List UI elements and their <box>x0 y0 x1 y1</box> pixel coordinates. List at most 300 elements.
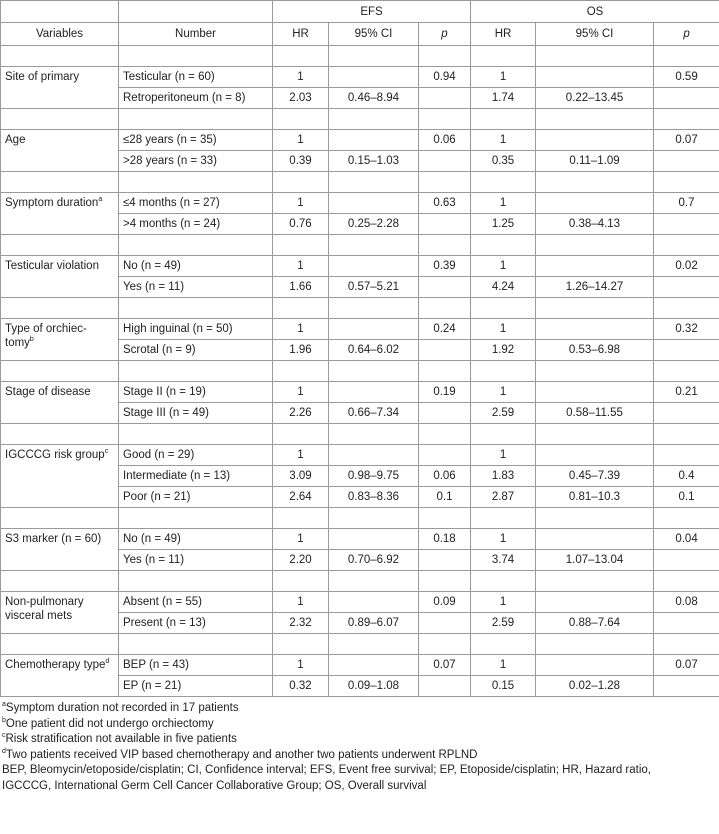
variable-label: Chemotherapy type <box>5 659 106 671</box>
efs-p-cell: 0.06 <box>419 130 471 151</box>
spacer-row <box>1 235 719 256</box>
os-hr-cell: 1.25 <box>471 214 536 235</box>
footnote-marker: d <box>2 747 6 755</box>
os-p-cell <box>654 214 719 235</box>
spacer-cell <box>419 571 471 592</box>
efs-p-cell: 0.39 <box>419 256 471 277</box>
spacer-cell <box>536 424 654 445</box>
spacer-cell <box>1 46 119 67</box>
spacer-cell <box>654 508 719 529</box>
os-p-cell <box>654 550 719 571</box>
spacer-cell <box>654 235 719 256</box>
variable-cell <box>1 529 119 571</box>
spacer-cell <box>329 109 419 130</box>
spacer-cell <box>1 172 119 193</box>
spacer-cell <box>273 46 329 67</box>
efs-ci-cell: 0.64–6.02 <box>329 340 419 361</box>
os-ci-cell: 1.07–13.04 <box>536 550 654 571</box>
efs-hr-cell: 0.39 <box>273 151 329 172</box>
os-p-cell: 0.1 <box>654 487 719 508</box>
os-p-cell <box>654 676 719 697</box>
os-hr-cell: 1 <box>471 592 536 613</box>
variable-cell <box>1 319 119 361</box>
spacer-cell <box>1 424 119 445</box>
os-hr-cell: 2.59 <box>471 613 536 634</box>
variable-cell <box>1 193 119 235</box>
efs-ci-cell: 0.46–8.94 <box>329 88 419 109</box>
spacer-cell <box>329 298 419 319</box>
footnote-text: IGCCCG, International Germ Cell Cancer Collaborative Group; OS, Overall survival <box>2 779 427 792</box>
efs-ci-cell: 0.57–5.21 <box>329 277 419 298</box>
number-cell: Yes (n = 11) <box>119 550 273 571</box>
efs-hr-cell: 1 <box>273 529 329 550</box>
spacer-cell <box>471 508 536 529</box>
os-p-cell: 0.02 <box>654 256 719 277</box>
os-ci-cell <box>536 529 654 550</box>
os-p-cell <box>654 613 719 634</box>
spacer-cell <box>1 634 119 655</box>
spacer-cell <box>536 109 654 130</box>
header-blank <box>119 1 273 23</box>
efs-p-cell: 0.18 <box>419 529 471 550</box>
os-hr-cell: 1 <box>471 319 536 340</box>
number-cell: Intermediate (n = 13) <box>119 466 273 487</box>
spacer-cell <box>419 508 471 529</box>
efs-hr-cell: 1 <box>273 655 329 676</box>
os-p-cell <box>654 445 719 466</box>
efs-hr-cell: 1 <box>273 256 329 277</box>
efs-ci-cell: 0.09–1.08 <box>329 676 419 697</box>
os-p-cell: 0.7 <box>654 193 719 214</box>
os-p-cell <box>654 277 719 298</box>
footnote-marker: b <box>2 716 6 724</box>
spacer-cell <box>471 298 536 319</box>
header-efs: EFS <box>273 1 471 23</box>
number-cell: Good (n = 29) <box>119 445 273 466</box>
spacer-cell <box>329 361 419 382</box>
spacer-cell <box>1 508 119 529</box>
efs-hr-cell: 3.09 <box>273 466 329 487</box>
efs-hr-cell: 1.66 <box>273 277 329 298</box>
number-cell: No (n = 49) <box>119 529 273 550</box>
efs-hr-cell: 2.26 <box>273 403 329 424</box>
number-cell: Yes (n = 11) <box>119 277 273 298</box>
efs-ci-cell: 0.66–7.34 <box>329 403 419 424</box>
os-ci-cell <box>536 445 654 466</box>
os-ci-cell <box>536 655 654 676</box>
number-cell: EP (n = 21) <box>119 676 273 697</box>
efs-p-cell <box>419 88 471 109</box>
variable-label: S3 marker (n = 60) <box>5 533 102 545</box>
number-cell: ≤4 months (n = 27) <box>119 193 273 214</box>
footnote <box>2 717 717 733</box>
spacer-cell <box>1 361 119 382</box>
spacer-cell <box>119 46 273 67</box>
spacer-row <box>1 361 719 382</box>
header-os: OS <box>471 1 719 23</box>
spacer-cell <box>329 508 419 529</box>
number-cell: Present (n = 13) <box>119 613 273 634</box>
efs-p-cell: 0.1 <box>419 487 471 508</box>
spacer-cell <box>273 424 329 445</box>
number-cell: No (n = 49) <box>119 256 273 277</box>
spacer-cell <box>273 571 329 592</box>
spacer-cell <box>419 109 471 130</box>
os-ci-cell: 0.02–1.28 <box>536 676 654 697</box>
number-cell: Stage III (n = 49) <box>119 403 273 424</box>
spacer-cell <box>119 361 273 382</box>
header-variables: Variables <box>1 23 119 46</box>
os-hr-cell: 1 <box>471 529 536 550</box>
efs-ci-cell: 0.15–1.03 <box>329 151 419 172</box>
efs-ci-cell <box>329 193 419 214</box>
spacer-cell <box>536 298 654 319</box>
os-hr-cell: 4.24 <box>471 277 536 298</box>
spacer-cell <box>329 235 419 256</box>
footnote-text: BEP, Bleomycin/etoposide/cisplatin; CI, Confidence interval; EFS, Event free survival; EP, Etoposide/cisplatin; HR, Hazard ratio, <box>2 764 651 776</box>
efs-p-cell <box>419 613 471 634</box>
spacer-cell <box>419 298 471 319</box>
efs-p-cell: 0.19 <box>419 382 471 403</box>
os-p-cell: 0.4 <box>654 466 719 487</box>
spacer-cell <box>536 235 654 256</box>
spacer-cell <box>654 298 719 319</box>
footnote-marker: d <box>105 658 110 666</box>
spacer-cell <box>1 235 119 256</box>
spacer-cell <box>654 424 719 445</box>
spacer-cell <box>329 172 419 193</box>
spacer-cell <box>471 424 536 445</box>
efs-p-cell <box>419 403 471 424</box>
spacer-cell <box>119 172 273 193</box>
os-ci-cell: 0.38–4.13 <box>536 214 654 235</box>
spacer-cell <box>536 508 654 529</box>
efs-p-cell <box>419 277 471 298</box>
efs-ci-cell: 0.25–2.28 <box>329 214 419 235</box>
footnote-marker: c <box>104 448 109 456</box>
spacer-cell <box>273 361 329 382</box>
spacer-row <box>1 109 719 130</box>
number-cell: Poor (n = 21) <box>119 487 273 508</box>
efs-ci-cell <box>329 445 419 466</box>
spacer-cell <box>329 46 419 67</box>
efs-p-cell: 0.09 <box>419 592 471 613</box>
efs-hr-cell: 1 <box>273 130 329 151</box>
header-row-groups <box>1 1 719 23</box>
efs-p-cell: 0.24 <box>419 319 471 340</box>
spacer-cell <box>536 172 654 193</box>
footnote-marker: a <box>2 701 6 709</box>
efs-hr-cell: 1 <box>273 319 329 340</box>
os-ci-cell: 0.22–13.45 <box>536 88 654 109</box>
os-hr-cell: 0.15 <box>471 676 536 697</box>
os-hr-cell: 1 <box>471 67 536 88</box>
table-row <box>1 193 719 214</box>
footnote <box>2 701 717 717</box>
efs-ci-cell <box>329 319 419 340</box>
spacer-cell <box>273 508 329 529</box>
efs-p-cell: 0.07 <box>419 655 471 676</box>
spacer-row <box>1 571 719 592</box>
header-os-ci: 95% CI <box>536 23 654 46</box>
spacer-cell <box>119 235 273 256</box>
spacer-row <box>1 172 719 193</box>
spacer-cell <box>119 424 273 445</box>
os-p-cell <box>654 340 719 361</box>
spacer-cell <box>273 298 329 319</box>
number-cell: Stage II (n = 19) <box>119 382 273 403</box>
number-cell: Scrotal (n = 9) <box>119 340 273 361</box>
spacer-cell <box>471 361 536 382</box>
number-cell: High inguinal (n = 50) <box>119 319 273 340</box>
efs-hr-cell: 1 <box>273 445 329 466</box>
efs-hr-cell: 1 <box>273 382 329 403</box>
spacer-cell <box>471 571 536 592</box>
spacer-cell <box>419 424 471 445</box>
efs-hr-cell: 1.96 <box>273 340 329 361</box>
efs-p-cell: 0.06 <box>419 466 471 487</box>
spacer-cell <box>654 46 719 67</box>
table-row <box>1 130 719 151</box>
os-ci-cell <box>536 592 654 613</box>
efs-p-cell <box>419 340 471 361</box>
efs-ci-cell <box>329 67 419 88</box>
footnote-marker: b <box>29 336 34 344</box>
spacer-cell <box>419 46 471 67</box>
variable-cell <box>1 592 119 634</box>
os-ci-cell: 0.81–10.3 <box>536 487 654 508</box>
table-row <box>1 67 719 88</box>
efs-hr-cell: 2.20 <box>273 550 329 571</box>
header-blank <box>1 1 119 23</box>
spacer-cell <box>273 172 329 193</box>
os-ci-cell: 0.45–7.39 <box>536 466 654 487</box>
variable-cell <box>1 655 119 697</box>
efs-hr-cell: 1 <box>273 193 329 214</box>
footnote-text: Risk stratification not available in five patients <box>5 733 237 745</box>
os-p-cell: 0.32 <box>654 319 719 340</box>
efs-hr-cell: 1 <box>273 67 329 88</box>
spacer-cell <box>273 634 329 655</box>
footnote-marker: c <box>2 732 6 740</box>
number-cell: Testicular (n = 60) <box>119 67 273 88</box>
efs-ci-cell <box>329 130 419 151</box>
number-cell: ≤28 years (n = 35) <box>119 130 273 151</box>
number-cell: Retroperitoneum (n = 8) <box>119 88 273 109</box>
spacer-cell <box>654 634 719 655</box>
os-ci-cell <box>536 319 654 340</box>
os-hr-cell: 1 <box>471 130 536 151</box>
table-row <box>1 256 719 277</box>
os-hr-cell: 1 <box>471 193 536 214</box>
efs-p-cell: 0.63 <box>419 193 471 214</box>
os-p-cell: 0.07 <box>654 130 719 151</box>
spacer-cell <box>419 172 471 193</box>
spacer-cell <box>654 361 719 382</box>
number-cell: >28 years (n = 33) <box>119 151 273 172</box>
os-ci-cell <box>536 67 654 88</box>
os-hr-cell: 1.92 <box>471 340 536 361</box>
spacer-cell <box>471 172 536 193</box>
table-row <box>1 655 719 676</box>
table-row <box>1 319 719 340</box>
footnote-marker: a <box>98 196 103 204</box>
os-ci-cell <box>536 130 654 151</box>
spacer-cell <box>471 46 536 67</box>
spacer-cell <box>471 634 536 655</box>
spacer-cell <box>273 109 329 130</box>
os-hr-cell: 1.83 <box>471 466 536 487</box>
spacer-row <box>1 298 719 319</box>
header-os-hr: HR <box>471 23 536 46</box>
spacer-cell <box>536 361 654 382</box>
spacer-cell <box>654 109 719 130</box>
spacer-cell <box>119 298 273 319</box>
footnote <box>2 748 717 764</box>
number-cell: >4 months (n = 24) <box>119 214 273 235</box>
os-hr-cell: 1.74 <box>471 88 536 109</box>
spacer-cell <box>119 109 273 130</box>
efs-hr-cell: 2.64 <box>273 487 329 508</box>
spacer-cell <box>536 571 654 592</box>
os-ci-cell: 0.53–6.98 <box>536 340 654 361</box>
variable-label: Age <box>5 134 26 146</box>
variable-label: IGCCCG risk group <box>5 449 105 461</box>
efs-ci-cell: 0.70–6.92 <box>329 550 419 571</box>
os-ci-cell: 0.11–1.09 <box>536 151 654 172</box>
number-cell: BEP (n = 43) <box>119 655 273 676</box>
spacer-row <box>1 634 719 655</box>
os-hr-cell: 1 <box>471 655 536 676</box>
efs-p-cell <box>419 151 471 172</box>
spacer-cell <box>419 634 471 655</box>
os-p-cell <box>654 151 719 172</box>
os-hr-cell: 1 <box>471 445 536 466</box>
os-p-cell <box>654 403 719 424</box>
spacer-cell <box>536 634 654 655</box>
spacer-cell <box>329 634 419 655</box>
efs-p-cell <box>419 214 471 235</box>
spacer-row <box>1 508 719 529</box>
variable-cell <box>1 67 119 109</box>
os-ci-cell: 1.26–14.27 <box>536 277 654 298</box>
header-efs-hr: HR <box>273 23 329 46</box>
spacer-cell <box>1 571 119 592</box>
efs-ci-cell: 0.83–8.36 <box>329 487 419 508</box>
table-row <box>1 592 719 613</box>
table-body <box>1 46 719 697</box>
spacer-cell <box>1 298 119 319</box>
number-cell: Absent (n = 55) <box>119 592 273 613</box>
spacer-cell <box>329 424 419 445</box>
os-hr-cell: 2.87 <box>471 487 536 508</box>
os-hr-cell: 1 <box>471 256 536 277</box>
variable-label: Stage of disease <box>5 386 91 398</box>
header-efs-ci: 95% CI <box>329 23 419 46</box>
os-p-cell: 0.21 <box>654 382 719 403</box>
variable-label: Type of orchiec-tomy <box>5 323 87 349</box>
os-hr-cell: 3.74 <box>471 550 536 571</box>
footnotes <box>0 697 719 794</box>
os-p-cell: 0.08 <box>654 592 719 613</box>
header-efs-p: p <box>419 23 471 46</box>
table-row <box>1 529 719 550</box>
variable-cell <box>1 445 119 508</box>
footnote-text: One patient did not undergo orchiectomy <box>5 717 214 730</box>
variable-cell <box>1 382 119 424</box>
spacer-row <box>1 424 719 445</box>
efs-hr-cell: 2.03 <box>273 88 329 109</box>
variable-label: Symptom duration <box>5 197 99 209</box>
efs-hr-cell: 0.32 <box>273 676 329 697</box>
spacer-cell <box>419 235 471 256</box>
footnote-text: Two patients received VIP based chemotherapy and another two patients underwent RPLND <box>5 748 478 761</box>
variable-label: Testicular violation <box>5 260 99 272</box>
spacer-cell <box>654 571 719 592</box>
footnote <box>2 763 717 779</box>
os-ci-cell <box>536 193 654 214</box>
spacer-cell <box>273 235 329 256</box>
variable-cell <box>1 130 119 172</box>
os-p-cell: 0.59 <box>654 67 719 88</box>
efs-hr-cell: 2.32 <box>273 613 329 634</box>
efs-ci-cell <box>329 655 419 676</box>
os-ci-cell: 0.58–11.55 <box>536 403 654 424</box>
header-number: Number <box>119 23 273 46</box>
os-ci-cell <box>536 382 654 403</box>
efs-ci-cell: 0.98–9.75 <box>329 466 419 487</box>
efs-ci-cell: 0.89–6.07 <box>329 613 419 634</box>
spacer-cell <box>119 571 273 592</box>
footnote <box>2 779 717 795</box>
header-row-columns <box>1 23 719 46</box>
footnote-text: Symptom duration not recorded in 17 patients <box>5 702 239 714</box>
table-row <box>1 445 719 466</box>
efs-p-cell: 0.94 <box>419 67 471 88</box>
spacer-row <box>1 46 719 67</box>
os-p-cell <box>654 88 719 109</box>
spacer-cell <box>1 109 119 130</box>
spacer-cell <box>119 508 273 529</box>
variable-label: Site of primary <box>5 71 80 83</box>
os-hr-cell: 1 <box>471 382 536 403</box>
spacer-cell <box>329 571 419 592</box>
os-ci-cell <box>536 256 654 277</box>
spacer-cell <box>119 634 273 655</box>
variable-cell <box>1 256 119 298</box>
spacer-cell <box>471 235 536 256</box>
efs-p-cell <box>419 676 471 697</box>
os-hr-cell: 2.59 <box>471 403 536 424</box>
efs-ci-cell <box>329 256 419 277</box>
efs-ci-cell <box>329 382 419 403</box>
table-row <box>1 382 719 403</box>
os-p-cell: 0.07 <box>654 655 719 676</box>
efs-hr-cell: 1 <box>273 592 329 613</box>
spacer-cell <box>419 361 471 382</box>
spacer-cell <box>471 109 536 130</box>
spacer-cell <box>654 172 719 193</box>
efs-p-cell <box>419 550 471 571</box>
os-hr-cell: 0.35 <box>471 151 536 172</box>
os-ci-cell: 0.88–7.64 <box>536 613 654 634</box>
footnote <box>2 732 717 748</box>
os-p-cell: 0.04 <box>654 529 719 550</box>
efs-hr-cell: 0.76 <box>273 214 329 235</box>
efs-ci-cell <box>329 529 419 550</box>
efs-ci-cell <box>329 592 419 613</box>
variable-label: Non-pulmonary visceral mets <box>5 596 84 622</box>
